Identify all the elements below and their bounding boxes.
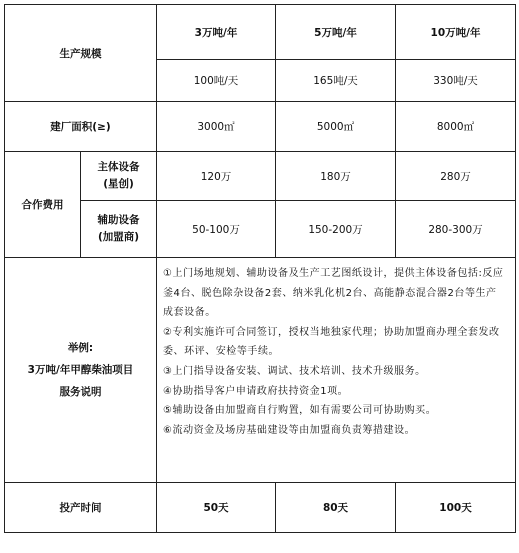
production-time-5wan: 80天 (276, 483, 396, 533)
aux-equipment-label (81, 201, 157, 258)
cooperation-fee-label: 合作费用 (5, 152, 81, 258)
service-item-3: ③上门指导设备安装、调试、技术培训、技术升级服务。 (163, 365, 426, 377)
main-equipment-row (5, 152, 516, 201)
aux-equipment-5wan: 150-200万 (276, 201, 396, 258)
service-item-6: ⑥流动资金及场房基础建设等由加盟商负责筹措建设。 (163, 424, 416, 436)
aux-equipment-3wan: 50-100万 (157, 201, 276, 258)
daily-output-5wan: 165吨/天 (276, 60, 396, 102)
plant-area-10wan: 8000㎡ (396, 102, 516, 152)
plant-area-row (5, 102, 516, 152)
production-scale-label: 生产规模 (5, 5, 157, 102)
production-time-row (5, 483, 516, 533)
plant-area-5wan: 5000㎡ (276, 102, 396, 152)
service-item-5: ⑤辅助设备由加盟商自行购置，如有需要公司可协助购买。 (163, 405, 437, 417)
main-equipment-5wan: 180万 (276, 152, 396, 201)
capacity-10wan: 10万吨/年 (396, 5, 516, 60)
production-time-label: 投产时间 (5, 483, 157, 533)
daily-output-3wan: 100吨/天 (157, 60, 276, 102)
main-equipment-3wan: 120万 (157, 152, 276, 201)
service-item-2: ②专利实施许可合同签订，授权当地独家代理；协助加盟商办理全套发改委、环评、安检等手续。 (163, 326, 500, 358)
aux-equipment-label-line1: 辅助设备 (97, 214, 140, 226)
capacity-3wan: 3万吨/年 (157, 5, 276, 60)
main-equipment-label (81, 152, 157, 201)
main-equipment-label-line2: (星创) (103, 178, 134, 190)
plant-area-3wan: 3000㎡ (157, 102, 276, 152)
plant-area-label: 建厂面积(≥) (5, 102, 157, 152)
main-equipment-label-line1: 主体设备 (97, 161, 140, 173)
example-label-line3: 服务说明 (59, 386, 102, 398)
aux-equipment-10wan: 280-300万 (396, 201, 516, 258)
capacity-5wan: 5万吨/年 (276, 5, 396, 60)
service-example-label (5, 258, 157, 483)
production-time-3wan: 50天 (157, 483, 276, 533)
example-label-line2: 3万吨/年甲醇柴油项目 (27, 364, 134, 376)
aux-equipment-row (5, 201, 516, 258)
production-time-10wan: 100天 (396, 483, 516, 533)
example-label-line1: 举例: (67, 342, 94, 354)
aux-equipment-label-line2: (加盟商) (97, 231, 140, 243)
daily-output-10wan: 330吨/天 (396, 60, 516, 102)
service-example-row (5, 258, 516, 483)
service-item-1: ①上门场地规划、辅助设备及生产工艺图纸设计，提供主体设备包括:反应釜4台、脱色除杂设备2套、纳米乳化机2台、高能静态混合器2台等生产成套设备。 (163, 268, 504, 319)
main-equipment-10wan: 280万 (396, 152, 516, 201)
production-capacity-row (5, 5, 516, 60)
service-item-4: ④协助指导客户申请政府扶持资金1项。 (163, 385, 349, 397)
cooperation-spec-table (4, 4, 516, 533)
service-description (157, 258, 516, 483)
